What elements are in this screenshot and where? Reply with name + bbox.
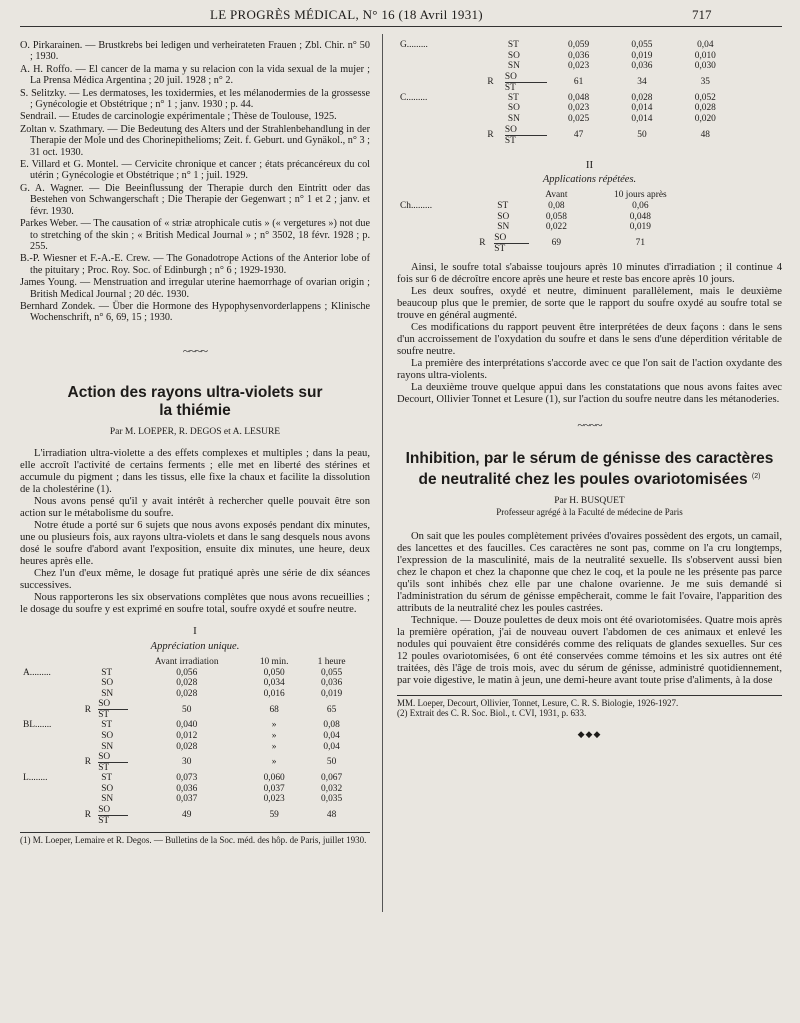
bibliography-entry: Parkes Weber. — The causation of « striæ atrophicale cutis » (« vergetures ») not due to stretching of the skin ; « British Medical Journal » ; n° 3502, 18 févr. 1928 ; p. 255.	[20, 218, 370, 252]
table-row	[20, 720, 360, 731]
spacer-cell	[78, 794, 99, 805]
subject-cell	[397, 222, 471, 233]
ratio-value: 59	[269, 810, 279, 821]
subject-cell	[397, 72, 476, 93]
sulfur-value: 0,048	[568, 92, 590, 103]
ratio-label: R	[487, 129, 494, 140]
ratio-top: SO	[505, 125, 547, 136]
end-mark: ◆◆◆	[577, 728, 602, 739]
ratio-bottom: ST	[98, 815, 110, 826]
sulfur-value: 0,058	[545, 211, 567, 222]
left-column	[20, 40, 370, 845]
page-number: 717	[692, 7, 712, 22]
sulfur-type: ST	[101, 667, 113, 678]
article2-author: Par H. BUSQUET	[554, 495, 625, 506]
ratio-bottom: ST	[98, 763, 110, 774]
bibliography-entry: Bernhard Zondek. — Über die Hormone des Hypophysenvorderlappens ; Klinische Wochenschrift, n° 6, 69, 15 ; 1930.	[20, 300, 370, 324]
table-row	[397, 51, 737, 62]
ratio-value: 71	[635, 237, 646, 248]
sulfur-value: 0,037	[176, 794, 198, 805]
spacer-cell	[476, 51, 505, 62]
ratio-bottom: ST	[98, 710, 110, 721]
sulfur-table-repeated	[397, 190, 697, 253]
ratio-top: SO	[505, 72, 547, 83]
sulfur-value: 0,036	[176, 783, 198, 794]
article2-byline	[397, 496, 782, 519]
table-row	[20, 773, 360, 784]
paragraph: Notre étude a porté sur 6 sujets que nous avons exposés pendant dix minutes, une ou plusieurs fois, aux rayons ultra-violets et dans le sang desquels nous avons dosé le soufre d'abord avant l'exposition, ensuite dix minutes, une heure, deux heures après elle.	[20, 520, 370, 568]
sulfur-value: 0,019	[629, 222, 651, 233]
bibliography	[20, 40, 370, 324]
sulfur-type: SN	[101, 794, 114, 805]
sulfur-type: SN	[507, 113, 520, 124]
page-header	[0, 7, 800, 31]
bibliography-entry: A. H. Roffo. — El cancer de la mama y su relacion con la vida sexual de la mujer ; La Prensa Médica Argentina ; 20 juil. 1928 ; n° 2.	[20, 63, 370, 87]
sulfur-value: »	[271, 741, 277, 752]
table-row	[20, 794, 360, 805]
subject-cell	[20, 689, 78, 700]
bibliography-entry: G. A. Wagner. — Die Beeinflussung der Therapie durch den Eintritt oder das Bestehen von Schwangerschaft ; Die Therapie der Gegenwart ; n° 1 et 2 ; janv. et févr. 1930.	[20, 182, 370, 217]
sulfur-value: 0,073	[176, 773, 198, 784]
table-row	[397, 222, 697, 233]
ratio-row	[20, 752, 360, 773]
article-body	[20, 448, 370, 616]
spacer-cell	[78, 784, 99, 795]
ratio-bottom: ST	[504, 135, 516, 146]
ratio-value: »	[271, 757, 277, 768]
conclusion	[397, 262, 782, 406]
paragraph: On sait que les poules complètement privées d'ovaires possèdent des ergots, un camail, des lancettes et des faucilles. Ces caractères ne sont pas, comme on l'a cru longtemps, l'expression de la masculinité, mais de la neutralité sexuelle. Ils s'observent aussi bien chez le chapon et chez la chaponne que chez le coq, et la poule ne les présente pas parce qu'ils sont inhibés chez elle par une chalone ovarienne. Je me suis demandé si l'administration du sérum de génisse empêcherait, comme le fait l'ovaire, l'apparition des attributs de la neutralité chez les poules castrées.	[397, 530, 782, 614]
sulfur-value: 0,020	[694, 113, 716, 124]
sulfur-value: 0,016	[263, 688, 285, 699]
spacer-cell	[471, 190, 495, 201]
spacer-cell	[494, 190, 529, 201]
ratio-top: SO	[98, 805, 128, 816]
ratio-label: R	[479, 237, 486, 248]
subject-cell	[20, 699, 78, 720]
sulfur-value: 0,030	[694, 61, 716, 72]
table-header-row	[397, 190, 697, 201]
subject-cell	[20, 752, 78, 773]
table-row	[20, 731, 360, 742]
paragraph: Ainsi, le soufre total s'abaisse toujours après 10 minutes d'irradiation ; il continue 4 fois sur 6 de décroître encore après une heure et reste bas encore après 10 jours.	[397, 261, 782, 285]
subject-cell: L........	[23, 773, 48, 784]
bibliography-entry: O. Pirkarainen. — Brustkrebs bei ledigen und verheirateten Frauen ; Zbl. Chir. n° 50 ; 1930.	[20, 40, 370, 63]
ratio-top: SO	[98, 752, 128, 763]
sulfur-type: SN	[101, 688, 114, 699]
column-header: 10 min.	[259, 656, 289, 667]
running-head: LE PROGRÈS MÉDICAL, N° 16 (18 Avril 1931)	[210, 7, 483, 22]
sulfur-value: 0,019	[321, 688, 343, 699]
subject-cell	[20, 678, 78, 689]
bibliography-entry: Sendrail. — Etudes de carcinologie expérimentale ; Thèse de Toulouse, 1925.	[20, 111, 337, 123]
article-title: Action des rayons ultra-violets sur la thiémie	[67, 383, 323, 419]
sulfur-value: »	[271, 730, 277, 741]
footnote-text: MM. Loeper, Decourt, Ollivier, Tonnet, Lesure, C. R. S. Biologie, 1926-1927.	[397, 697, 679, 708]
table-row	[20, 668, 360, 679]
bibliography-entry: Zoltan v. Szathmary. — Die Bedeutung des Alters und der Strahlenbehandlung in der Therapie der Mole und des Chorinepithelioms; Zeit. f. Geburt. und Gynäkol., n° 3 ; 31 oct. 1930.	[20, 123, 370, 158]
subject-cell	[397, 61, 476, 72]
sulfur-type: ST	[101, 773, 113, 784]
subject-cell: G.........	[400, 40, 428, 50]
section-heading: I	[193, 625, 197, 638]
column-header: Avant irradiation	[154, 656, 219, 667]
sulfur-value: 0,040	[176, 720, 198, 731]
subject-cell: BL.......	[23, 720, 52, 731]
sulfur-table-unique	[20, 657, 360, 826]
paragraph: Nous avons pensé qu'il y avait intérêt à rechercher quelle pouvait être son action sur le métabolisme du soufre.	[20, 496, 370, 520]
spacer-cell	[78, 731, 99, 742]
sulfur-value: 0,028	[694, 103, 716, 114]
subject-cell: Ch.........	[400, 200, 433, 211]
ratio-bottom: ST	[494, 243, 506, 254]
table-row	[20, 678, 360, 689]
spacer-cell	[78, 657, 99, 668]
ratio-fraction	[505, 125, 547, 146]
ratio-fraction	[98, 805, 128, 826]
spacer-cell	[471, 201, 495, 212]
subject-cell	[397, 114, 476, 125]
article2-footnotes	[397, 695, 782, 719]
spacer-cell	[476, 103, 505, 114]
sulfur-table-continued	[397, 40, 737, 146]
sulfur-value: 0,08	[548, 200, 565, 211]
ratio-fraction	[98, 699, 128, 720]
spacer-cell	[471, 222, 495, 233]
table-row	[20, 689, 360, 700]
column-header: 10 jours après	[614, 190, 667, 201]
sulfur-value: 0,036	[568, 50, 590, 61]
ratio-fraction	[505, 72, 547, 93]
ratio-value: 50	[637, 129, 647, 140]
sulfur-value: »	[271, 720, 277, 731]
article2-title	[397, 450, 782, 489]
subject-cell: C.........	[400, 92, 428, 103]
ratio-value: 69	[551, 237, 562, 248]
subject-cell	[20, 805, 78, 826]
sulfur-value: 0,055	[631, 40, 653, 50]
sulfur-type: SO	[101, 730, 114, 741]
sulfur-value: 0,050	[263, 667, 285, 678]
ratio-value: 61	[573, 76, 584, 87]
ratio-label: R	[84, 704, 92, 715]
subject-cell	[20, 742, 78, 753]
ratio-label: R	[487, 76, 494, 87]
sulfur-type: SO	[507, 50, 520, 61]
sulfur-value: 0,048	[629, 211, 651, 222]
spacer-cell	[78, 668, 99, 679]
table-row	[20, 742, 360, 753]
bibliography-entry: B.-P. Wiesner et F.-A.-E. Crew. — The Gonadotrope Actions of the Anterior lobe of the pituitary ; Proc. Roy. Soc. of Edinburgh ; n° 6 ; 1929-1930.	[20, 253, 370, 276]
ratio-row	[20, 805, 360, 826]
table-header-row	[20, 657, 360, 668]
paragraph: Les deux soufres, oxydé et neutre, diminuent parallèlement, mais le deuxième beaucoup plus que le premier, de sorte que le rapport du soufre oxydé au soufre total se trouve en général augmenté.	[397, 285, 782, 321]
ratio-value: 35	[700, 76, 710, 87]
table-row	[397, 93, 737, 104]
header-rule	[20, 26, 782, 27]
spacer-cell	[78, 773, 99, 784]
spacer-cell	[471, 212, 495, 223]
sulfur-value: 0,034	[263, 678, 285, 689]
sulfur-type: SO	[101, 783, 114, 794]
sulfur-value: 0,028	[631, 92, 653, 103]
sulfur-value: 0,06	[632, 200, 649, 211]
ratio-value: 50	[326, 757, 337, 768]
sulfur-type: ST	[507, 40, 519, 50]
sulfur-value: 0,059	[568, 40, 590, 50]
column-rule	[382, 34, 383, 912]
ornament-2: ~~~~	[577, 416, 602, 432]
sulfur-value: 0,023	[568, 103, 590, 114]
table-row	[397, 40, 737, 51]
sulfur-value: 0,028	[176, 688, 198, 699]
sulfur-value: 0,025	[568, 113, 590, 124]
column-header: Avant	[545, 190, 568, 201]
spacer-cell	[78, 720, 99, 731]
bibliography-entry: E. Villard et G. Montel. — Cervicite chronique et cancer ; états précancéreux du col utérin ; Gynécologie et Obstétrique ; n° 1 ; juil. 1929.	[20, 159, 370, 182]
sulfur-value: 0,036	[631, 61, 653, 72]
ratio-top: SO	[98, 699, 128, 710]
sulfur-value: 0,012	[176, 730, 198, 741]
table-row	[397, 103, 737, 114]
section-heading-2: II	[585, 158, 594, 171]
sulfur-value: 0,04	[323, 730, 340, 741]
subject-cell	[20, 731, 78, 742]
ratio-row	[20, 699, 360, 720]
footnote-text: (2) Extrait des C. R. Soc. Biol., t. CVI, 1931, p. 633.	[397, 708, 587, 719]
sulfur-value: 0,035	[321, 794, 343, 805]
sulfur-value: 0,036	[321, 678, 343, 689]
spacer-cell	[78, 689, 99, 700]
sulfur-type: ST	[497, 200, 509, 211]
sulfur-type: SN	[101, 741, 114, 752]
section-subheading: Appréciation unique.	[150, 640, 240, 652]
sulfur-value: 0,08	[323, 720, 340, 731]
spacer-cell	[476, 40, 505, 51]
paragraph: Ces modifications du rapport peuvent être interprétées de deux façons : dans le sens d'un accroissement de l'oxydation du soufre et dans le sens d'une déperdition véritable de soufre neutre.	[397, 321, 782, 357]
bibliography-entry: James Young. — Menstruation and irregular uterine haemorrhage of ovarian origin ; British Medical Journal ; 20 déc. 1930.	[20, 277, 370, 300]
spacer-cell	[476, 61, 505, 72]
sulfur-value: 0,032	[321, 783, 343, 794]
ratio-row	[397, 125, 737, 146]
ratio-fraction	[98, 752, 128, 773]
table-row	[397, 61, 737, 72]
sulfur-value: 0,052	[694, 92, 716, 103]
sulfur-value: 0,028	[176, 678, 198, 689]
sulfur-type: SO	[497, 211, 510, 222]
subject-cell	[20, 657, 78, 668]
ratio-value: 47	[573, 129, 584, 140]
ratio-value: 50	[182, 704, 192, 715]
table-row	[397, 212, 697, 223]
subject-cell	[20, 794, 78, 805]
sulfur-type: SN	[497, 222, 510, 233]
ratio-value: 65	[326, 704, 337, 715]
ratio-value: 34	[637, 76, 647, 87]
article2-title-text: Inhibition, par le sérum de génisse des caractères de neutralité chez les poules ovariotomisées	[405, 449, 774, 488]
spacer-cell	[98, 657, 128, 668]
bibliography-entry: S. Selitzky. — Les dermatoses, les toxidermies, et les mélanodermies de la grossesse ; Gynécologie et Obstétrique ; n° 1 ; janv. 1930 ; p. 44.	[20, 87, 370, 111]
article-byline: Par M. LOEPER, R. DEGOS et A. LESURE	[109, 426, 281, 437]
paragraph: L'irradiation ultra-violette a des effets complexes et multiples ; dans la peau, elle accroît l'activité de certains ferments ; elle met en liberté des stérines et accumule du pigment ; dans les tissus, elle fixe la chaux et facilite la dissolution de la cholestérine (1).	[20, 448, 370, 496]
sulfur-value: 0,067	[321, 773, 343, 784]
sulfur-type: SO	[101, 678, 114, 689]
subject-cell	[397, 212, 471, 223]
sulfur-value: 0,014	[631, 113, 653, 124]
footnote-text: (1) M. Loeper, Lemaire et R. Degos. — Bulletins de la Soc. méd. des hôp. de Paris, juillet 1930.	[20, 834, 367, 845]
sulfur-value: 0,04	[323, 741, 340, 752]
subject-cell: A.........	[23, 667, 51, 678]
paragraph: Nous rapporterons les six observations complètes que nous avons recueillies ; le dosage du soufre y est exprimé en soufre total, soufre oxydé et soufre neutre.	[20, 592, 370, 616]
table-row	[397, 114, 737, 125]
sulfur-type: ST	[101, 720, 113, 731]
subject-cell	[397, 233, 471, 254]
sulfur-type: ST	[507, 92, 519, 103]
sulfur-value: 0,056	[176, 667, 198, 678]
ratio-bottom: ST	[504, 82, 516, 93]
sulfur-value: 0,060	[263, 773, 285, 784]
table-row	[20, 784, 360, 795]
spacer-cell	[476, 93, 505, 104]
subject-cell	[397, 103, 476, 114]
sulfur-value: 0,04	[697, 40, 714, 50]
ratio-value: 49	[182, 810, 192, 821]
sulfur-type: SO	[507, 103, 520, 114]
ratio-value: 48	[700, 129, 710, 140]
subject-cell	[397, 125, 476, 146]
sulfur-value: 0,055	[321, 667, 343, 678]
table-row	[397, 201, 697, 212]
column-header: 1 heure	[317, 656, 346, 667]
sulfur-type: SN	[507, 61, 520, 72]
article2-body	[397, 531, 782, 687]
ratio-value: 30	[182, 757, 192, 768]
sulfur-value: 0,028	[176, 741, 198, 752]
paragraph: Technique. — Douze poulettes de deux mois ont été ovariotomisées. Quatre mois après la première opération, j'ai de nouveau ouvert l'abdomen de ces animaux et enlevé les nodules qui pouvaient être considérés comme des reliquats de glandes sexuelles. Sur ces 12 poules ovariotomisées, 6 ont été conservées comme témoins et les six autres ont été traitées, dès l'âge de trois mois, avec du sérum de génisse, administré quotidiennement, par voie digestive, le matin à jeun, une demi-heure avant toute prise d'aliments, à la dose	[397, 614, 782, 686]
sulfur-value: 0,010	[694, 50, 716, 61]
spacer-cell	[78, 678, 99, 689]
right-column	[397, 40, 782, 740]
sulfur-value: 0,023	[263, 794, 285, 805]
subject-cell	[397, 51, 476, 62]
sulfur-value: 0,019	[631, 50, 653, 61]
article2-affiliation: Professeur agrégé à la Faculté de médecine de Paris	[496, 507, 683, 518]
paragraph: Chez l'un d'eux même, le dosage fut pratiqué après une série de dix séances successives.	[20, 568, 370, 592]
sulfur-value: 0,037	[263, 783, 285, 794]
sulfur-value: 0,022	[545, 222, 567, 233]
footnote	[20, 832, 370, 845]
ratio-fraction	[494, 233, 529, 254]
paragraph: La première des interprétations s'accorde avec ce que l'on sait de l'action oxydante des rayons ultra-violents.	[397, 357, 782, 381]
article2-title-note: (2)	[751, 472, 761, 480]
ratio-row	[397, 72, 737, 93]
ratio-row	[397, 233, 697, 254]
spacer-cell	[78, 742, 99, 753]
subject-cell	[20, 784, 78, 795]
ratio-top: SO	[494, 233, 529, 244]
sulfur-value: 0,014	[631, 103, 653, 114]
paragraph: La deuxième trouve quelque appui dans les constatations que nous avons faites avec Decourt, Ollivier Tonnet et Lesure (1), sur l'action du soufre neutre dans les métanoderies.	[397, 381, 782, 405]
ratio-value: 68	[269, 704, 279, 715]
spacer-cell	[476, 114, 505, 125]
subject-cell	[397, 190, 471, 201]
ornament: ~~~~	[182, 342, 208, 358]
ratio-value: 48	[326, 810, 337, 821]
ratio-label: R	[84, 810, 92, 821]
section-subheading-2: Applications répétées.	[542, 173, 637, 185]
ratio-label: R	[84, 757, 92, 768]
sulfur-value: 0,023	[568, 61, 590, 72]
